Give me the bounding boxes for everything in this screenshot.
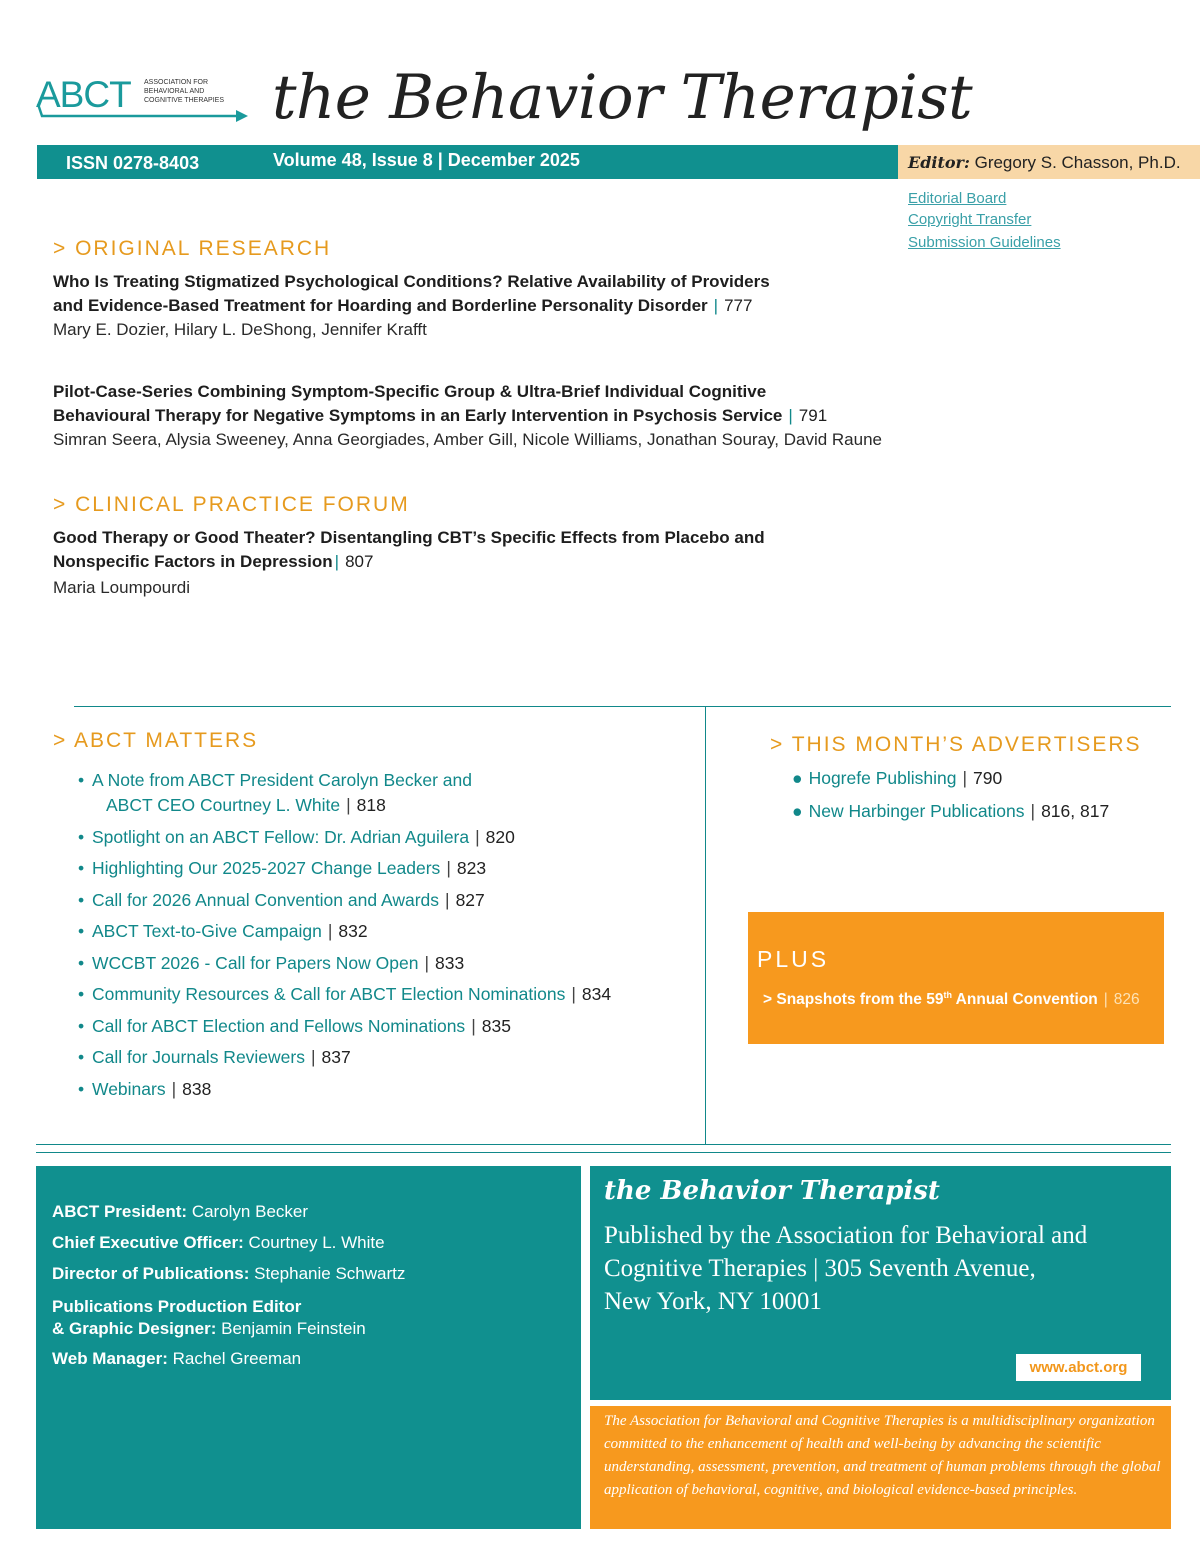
article-title: Good Therapy or Good Theater? Disentangling CBT’s Specific Effects from Placebo and Nonspecific Factors in Depression | 807: [53, 528, 765, 571]
matters-item[interactable]: • A Note from ABCT President Carolyn Becker and ABCT CEO Courtney L. White | 818: [78, 770, 472, 815]
article-1[interactable]: [53, 270, 770, 340]
divider-vertical: [705, 706, 706, 1144]
advertiser-item[interactable]: ● Hogrefe Publishing | 790: [792, 768, 1003, 788]
submission-guidelines-link[interactable]: Submission Guidelines: [908, 234, 1061, 251]
divider-top: [74, 706, 1171, 707]
article-authors: Maria Loumpourdi: [53, 578, 191, 597]
advertisers-heading: > THIS MONTH’S ADVERTISERS: [770, 733, 1142, 756]
divider-bottom-2: [36, 1152, 1171, 1153]
article-title: Pilot-Case-Series Combining Symptom-Specific Group & Ultra-Brief Individual Cognitive Behavioural Therapy for Negative Symptoms in an Early Intervention in Psychosis Service | 791: [53, 382, 828, 425]
advertiser-item[interactable]: ● New Harbinger Publications | 816, 817: [792, 801, 1110, 821]
article-authors: Simran Seera, Alysia Sweeney, Anna Georgiades, Amber Gill, Nicole Williams, Jonathan Souray, David Raune: [53, 430, 882, 449]
matters-item[interactable]: • ABCT Text-to-Give Campaign | 832: [78, 921, 368, 941]
matters-item[interactable]: • Call for Journals Reviewers | 837: [78, 1047, 351, 1067]
plus-box: [748, 912, 1164, 1044]
staff-president: ABCT President: Carolyn Becker: [52, 1202, 309, 1221]
matters-item[interactable]: • Highlighting Our 2025-2027 Change Leaders | 823: [78, 858, 487, 878]
clinical-practice-heading: > CLINICAL PRACTICE FORUM: [53, 493, 410, 516]
divider-bottom: [36, 1144, 1171, 1145]
editor: [908, 153, 1181, 173]
matters-item[interactable]: • Community Resources & Call for ABCT Election Nominations | 834: [78, 984, 612, 1004]
article-3[interactable]: [53, 526, 765, 598]
logo-arrow-icon: [36, 74, 250, 128]
publisher-address: Published by the Association for Behavioral and Cognitive Therapies | 305 Seventh Avenue, New York, NY 10001: [604, 1222, 1088, 1315]
plus-item[interactable]: > Snapshots from the 59th Annual Convention | 826: [763, 990, 1140, 1009]
staff-ceo: Chief Executive Officer: Courtney L. White: [52, 1233, 385, 1252]
matters-item[interactable]: • WCCBT 2026 - Call for Papers Now Open | 833: [78, 953, 465, 973]
website-link[interactable]: www.abct.org: [1016, 1354, 1141, 1381]
original-research-heading: > ORIGINAL RESEARCH: [53, 237, 332, 260]
plus-label: PLUS: [757, 946, 830, 972]
editor-label: Editor:: [908, 153, 970, 172]
logo-text: ABCT: [36, 74, 131, 115]
matters-item[interactable]: • Call for 2026 Annual Convention and Awards | 827: [78, 890, 485, 910]
staff-director: Director of Publications: Stephanie Schwartz: [52, 1264, 406, 1283]
journal-title: the Behavior Therapist: [272, 62, 973, 133]
article-2[interactable]: [53, 380, 882, 450]
article-authors: Mary E. Dozier, Hilary L. DeShong, Jennifer Krafft: [53, 320, 427, 339]
publisher-title: the Behavior Therapist: [604, 1176, 940, 1206]
logo-subtitle: ASSOCIATION FOR BEHAVIORAL AND COGNITIVE THERAPIES: [144, 79, 224, 104]
matters-item[interactable]: • Webinars | 838: [78, 1079, 212, 1099]
page-number: 791: [798, 406, 828, 425]
staff-web-manager: Web Manager: Rachel Greeman: [52, 1349, 302, 1368]
article-title: Who Is Treating Stigmatized Psychological Conditions? Relative Availability of Providers and Evidence-Based Treatment for Hoarding and Borderline Personality Disorder | 777: [53, 272, 770, 315]
page-number: 807: [345, 552, 374, 571]
volume-issue: Volume 48, Issue 8 | December 2025: [273, 150, 580, 170]
editor-name: Gregory S. Chasson, Ph.D.: [974, 153, 1181, 172]
issn: ISSN 0278-8403: [66, 153, 200, 173]
matters-item[interactable]: • Spotlight on an ABCT Fellow: Dr. Adrian Aguilera | 820: [78, 827, 515, 847]
abct-matters-heading: > ABCT MATTERS: [53, 729, 259, 752]
matters-item[interactable]: • Call for ABCT Election and Fellows Nominations | 835: [78, 1016, 511, 1036]
abct-logo: [36, 74, 250, 128]
mission-statement: The Association for Behavioral and Cognitive Therapies is a multidisciplinary organization committed to the enhancement of health and well-being by advancing the scientific understanding, assessment, prevention, and treatment of human problems through the global application of behavioral, cognitive, and biological evidence-based principles.: [604, 1413, 1161, 1498]
page-number: 777: [724, 296, 753, 315]
staff-production-editor: Publications Production Editor & Graphic Designer: Benjamin Feinstein: [52, 1297, 366, 1338]
editorial-board-link[interactable]: Editorial Board: [908, 190, 1007, 207]
copyright-transfer-link[interactable]: Copyright Transfer: [908, 211, 1032, 228]
